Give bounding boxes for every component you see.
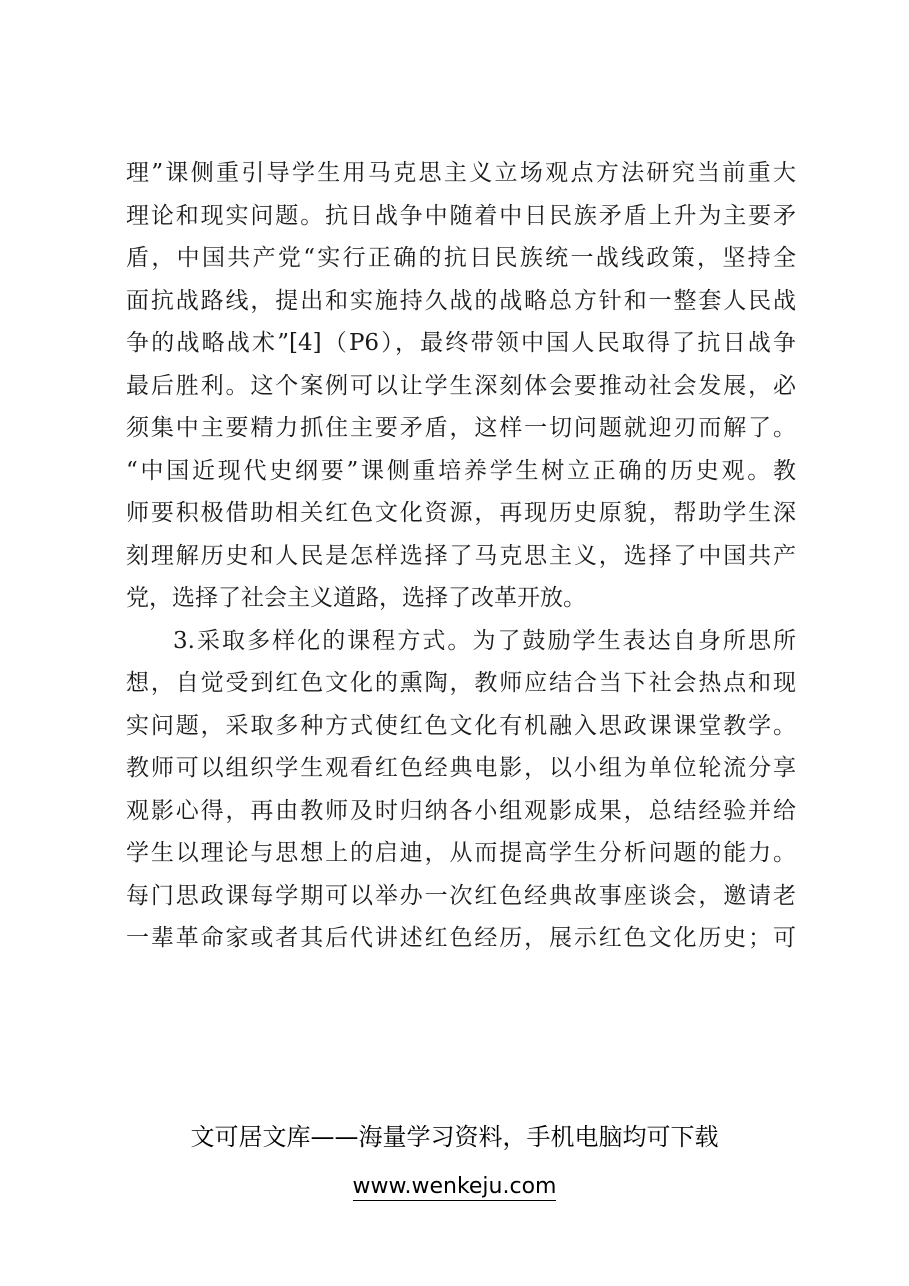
footer-title: 文可居文库——海量学习资料，手机电脑均可下载 — [190, 1123, 719, 1151]
text-line: 党，选择了社会主义道路，选择了改革开放。 — [126, 585, 586, 611]
text-line: 盾，中国共产党“实行正确的抗日民族统一战线政策，坚持全 — [126, 245, 796, 271]
text-line: 一辈革命家或者其后代讲述红色经历，展示红色文化历史；可 — [126, 925, 796, 951]
text-line: 想，自觉受到红色文化的熏陶，教师应结合当下社会热点和现 — [126, 670, 796, 696]
text-line: 争的战略战术”[4]（P6），最终带领中国人民取得了抗日战争 — [126, 330, 796, 356]
body-text — [126, 152, 796, 960]
footer-url-container — [0, 1174, 909, 1199]
text-line: 最后胜利。这个案例可以让学生深刻体会要推动社会发展，必 — [126, 372, 796, 399]
text-line: 师要积极借助相关红色文化资源，再现历史原貌，帮助学生深 — [126, 500, 796, 526]
text-line: 教师可以组织学生观看红色经典电影，以小组为单位轮流分享 — [126, 755, 796, 781]
text-line: 每门思政课每学期可以举办一次红色经典故事座谈会，邀请老 — [126, 882, 796, 909]
paragraph-start-line: 3.采取多样化的课程方式。为了鼓励学生表达自身所思所 — [173, 627, 796, 654]
text-line: 实问题，采取多种方式使红色文化有机融入思政课课堂教学。 — [126, 712, 796, 739]
text-line: “中国近现代史纲要”课侧重培养学生树立正确的历史观。教 — [126, 457, 796, 484]
text-line: 理论和现实问题。抗日战争中随着中日民族矛盾上升为主要矛 — [126, 202, 796, 229]
text-line: 刻理解历史和人民是怎样选择了马克思主义，选择了中国共产 — [126, 542, 796, 569]
text-line: 观影心得，再由教师及时归纳各小组观影成果，总结经验并给 — [126, 797, 796, 824]
footer-url-link[interactable]: www.wenkeju.com — [352, 1174, 557, 1199]
text-line: 理”课侧重引导学生用马克思主义立场观点方法研究当前重大 — [126, 160, 796, 186]
text-line: 学生以理论与思想上的启迪，从而提高学生分析问题的能力。 — [126, 840, 796, 866]
text-line: 面抗战路线，提出和实施持久战的战略总方针和一整套人民战 — [126, 287, 796, 314]
text-line: 须集中主要精力抓住主要矛盾，这样一切问题就迎刃而解了。 — [126, 415, 796, 441]
